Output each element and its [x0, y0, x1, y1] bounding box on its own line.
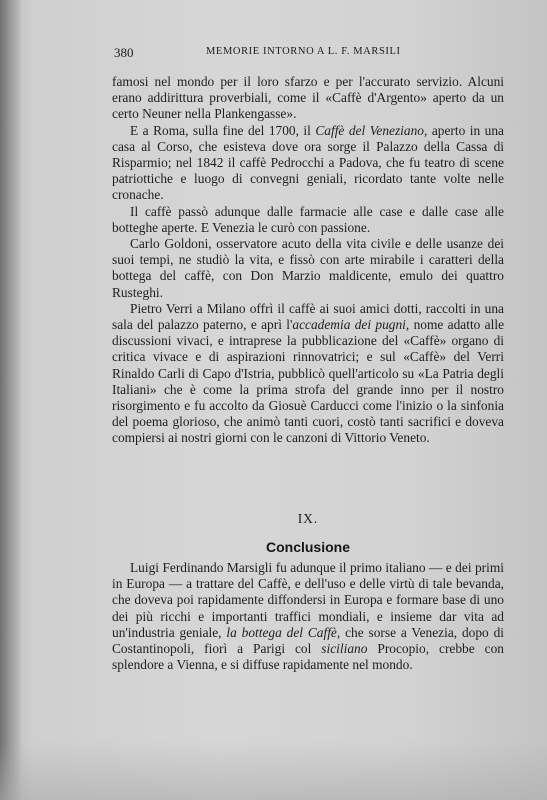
chapter-number: IX.: [297, 511, 319, 526]
conclusion-text: [112, 560, 504, 673]
chapter-title: Conclusione: [265, 539, 350, 555]
text-span: E a Roma, sulla fine del 1700, il: [130, 122, 316, 138]
text-span: , nome adatto alle discussioni vivaci, e intraprese la pubblicazione del «Caffè» organo di critica vivace e di aspirazioni rinnovatrici; e sul «Caffè» del Verri Rinaldo Carli di Capo d'Istria, pubblicò quell'articolo su «La Patria degli Italiani» che è come la prima strofa del grande inno per il nostro risorgimento e fu accolto da Giosuè Carducci come l'inizio o la sinfonia del poema glorioso, che animò tanti cuori, costò tanti sacrifici e doveva compiersi ai nostri giorni con le canzoni di Vittorio Veneto.: [112, 317, 505, 446]
text-span: , aperto in una casa al Corso, che esisteva dove ora sorge il Palazzo della Cassa di Risparmio; nel 1842 il caffè Pedrocchi a Padova, che fu teatro di scene patriottiche e luogo di convegni geniali, ricordato tante volte nelle cronache.: [112, 122, 505, 203]
paragraph-verri: [112, 301, 504, 447]
text-span: Pietro Verri a Milano offrì il caffè ai suoi amici dotti, raccolti in una sala del palazzo paterno, e aprì l': [112, 300, 504, 333]
paragraph-venezia: Il caffè passò adunque dalle farmacie alle case e dalle case alle botteghe aperte. E Venezia le curò con passione.: [112, 203, 504, 235]
binding-shadow: [0, 0, 22, 800]
main-text: [112, 74, 504, 447]
page-number: 380: [114, 45, 134, 60]
paragraph-conclusion: [112, 560, 504, 673]
italic-span: Caffè del Veneziano: [315, 122, 424, 138]
paragraph-continuation: famosi nel mondo per il loro sfarzo e per l'accurato servizio. Alcuni erano addirittura proverbiali, come il «Caffè d'Argento» aperto da un certo Neuner nella Plankengasse».: [112, 74, 504, 122]
italic-span: la bottega del Caffè: [226, 624, 337, 640]
text-span: , che sorse a Venezia, dopo di Costantinopoli, fiorì a Parigi col: [112, 624, 505, 657]
running-head: MEMORIE INTORNO A L. F. MARSILI: [206, 46, 401, 57]
paragraph-goldoni: Carlo Goldoni, osservatore acuto della vita civile e delle usanze dei suoi tempi, ne studiò la vita, e fissò con arte mirabile i caratteri della bottega del caffè, con Don Marzio maldicente, emulo dei quattro Rusteghi.: [112, 236, 504, 300]
paragraph-rome: [112, 123, 504, 204]
page-bottom-shade: [0, 740, 547, 800]
italic-span: accademia dei pugni: [292, 317, 406, 333]
page-header: [114, 45, 504, 67]
text-span: Luigi Ferdinando Marsigli fu adunque il primo italiano — e dei primi in Europa — a trattare del Caffè, e dell'uso e delle virtù di tale bevanda, che doveva poi rapidamente diffondersi in Europa e formare base di uno dei più ricchi e importanti traffici mondiali, e insieme dar vita ad un'industria geniale,: [112, 560, 504, 640]
text-span: Procopio, crebbe con splendore a Vienna, e si diffuse rapidamente nel mondo.: [112, 641, 504, 673]
italic-span: siciliano: [321, 641, 368, 657]
